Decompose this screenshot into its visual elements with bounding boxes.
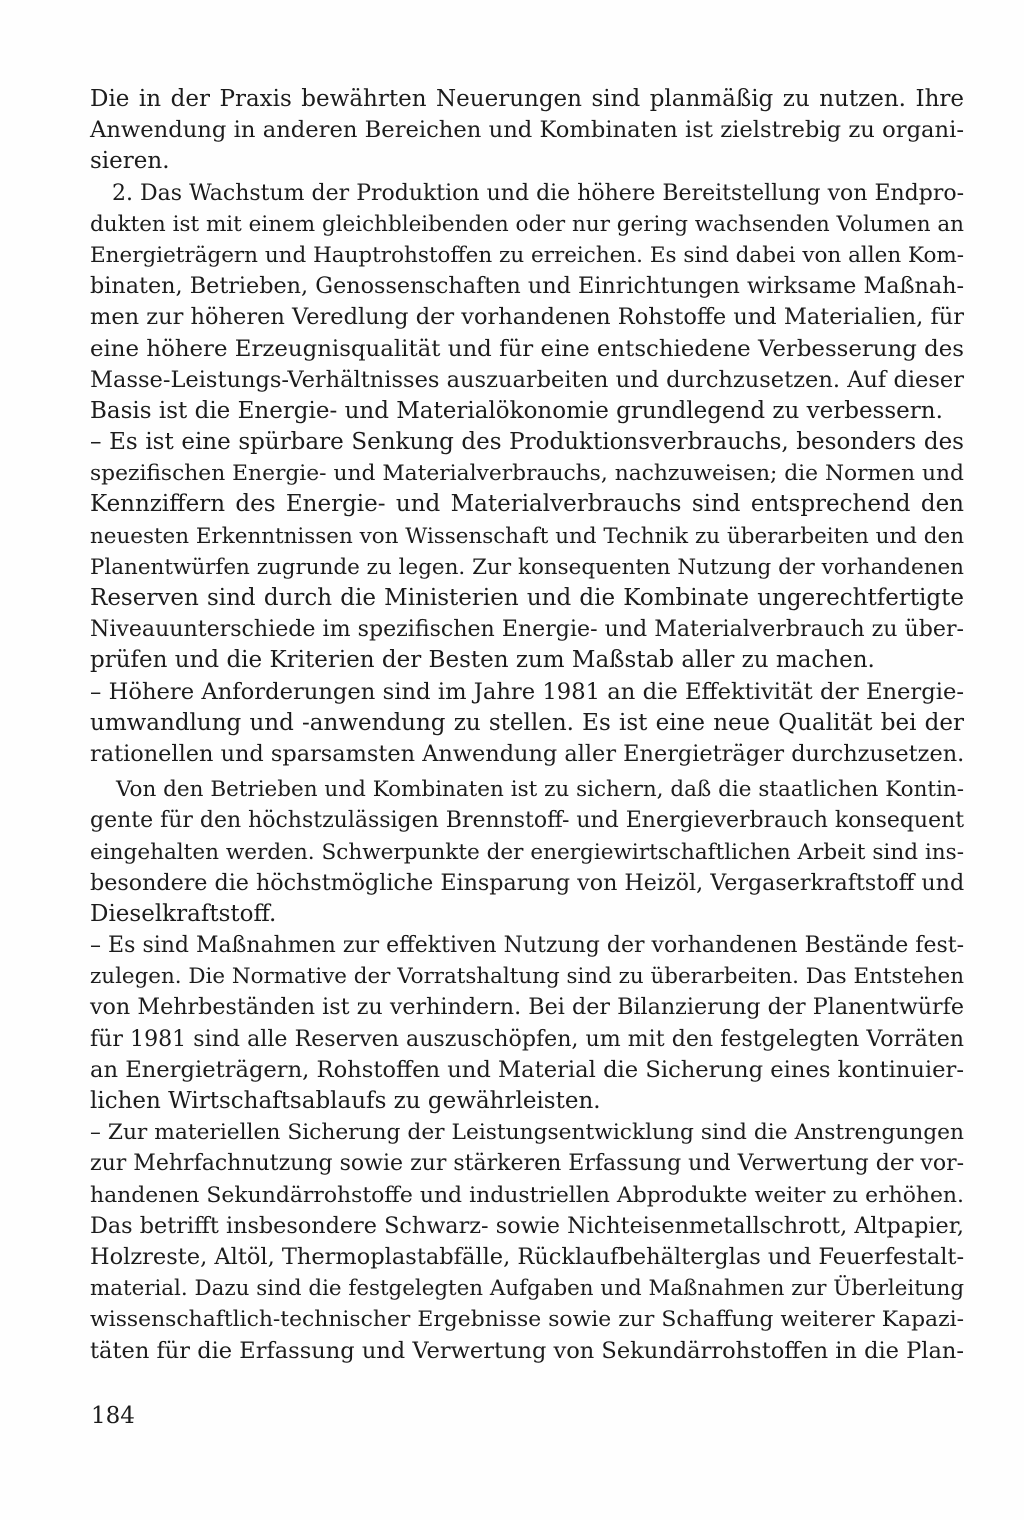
text-line: an Energieträgern, Rohstoffen und Material die Sicherung eines kontinuier- bbox=[90, 1056, 964, 1083]
text-line: 2. Das Wachstum der Produktion und die höhere Bereitstellung von Endpro- bbox=[112, 180, 964, 206]
page-number: 184 bbox=[91, 1403, 135, 1429]
body-text bbox=[90, 84, 964, 1367]
text-line: sieren. bbox=[90, 148, 170, 175]
text-line: Die in der Praxis bewährten Neuerungen sind planmäßig zu nutzen. Ihre bbox=[90, 86, 964, 112]
text-line: neuesten Erkenntnissen von Wissenschaft und Technik zu überarbeiten und den bbox=[90, 523, 964, 549]
text-line: besondere die höchstmögliche Einsparung von Heizöl, Vergaserkraftstoff und bbox=[90, 869, 965, 896]
text-line: – Höhere Anforderungen sind im Jahre 1981 an die Effektivität der Energie- bbox=[90, 678, 964, 705]
text-line: Reserven sind durch die Ministerien und die Kombinate ungerechtfertigte bbox=[90, 585, 964, 611]
text-line: rationellen und sparsamsten Anwendung aller Energieträger durchzusetzen. bbox=[90, 740, 965, 767]
text-line: – Es ist eine spürbare Senkung des Produktionsverbrauchs, besonders des bbox=[90, 429, 964, 456]
text-line: von Mehrbeständen ist zu verhindern. Bei der Bilanzierung der Planentwürfe bbox=[90, 994, 964, 1021]
text-line: Holzreste, Altöl, Thermoplastabfälle, Rücklaufbehälterglas und Feuerfestalt- bbox=[90, 1243, 965, 1270]
text-line: Dieselkraftstoff. bbox=[90, 900, 277, 927]
text-line: Planentwürfen zugrunde zu legen. Zur konsequenten Nutzung der vorhandenen bbox=[90, 554, 964, 580]
text-line: Energieträgern und Hauptrohstoffen zu erreichen. Es sind dabei von allen Kom- bbox=[90, 242, 964, 268]
text-line: dukten ist mit einem gleichbleibenden oder nur gering wachsenden Volumen an bbox=[90, 211, 964, 237]
text-line: Niveauunterschiede im spezifischen Energie- und Materialverbrauch zu über- bbox=[90, 616, 964, 643]
text-line: umwandlung und -anwendung zu stellen. Es ist eine neue Qualität bei der bbox=[90, 709, 964, 736]
text-line: für 1981 sind alle Reserven auszuschöpfen, um mit den festgelegten Vorräten bbox=[90, 1025, 964, 1052]
text-line: zulegen. Die Normative der Vorratshaltung sind zu überarbeiten. Das Entstehen bbox=[90, 964, 964, 990]
text-line: Basis ist die Energie- und Materialökonomie grundlegend zu verbessern. bbox=[90, 397, 943, 424]
text-line: wissenschaftlich-technischer Ergebnisse sowie zur Schaffung weiterer Kapazi- bbox=[90, 1307, 964, 1333]
text-line: – Zur materiellen Sicherung der Leistungsentwicklung sind die Anstrengungen bbox=[90, 1120, 964, 1146]
text-line: täten für die Erfassung und Verwertung von Sekundärrohstoffen in die Plan- bbox=[90, 1337, 964, 1364]
text-line: eingehalten werden. Schwerpunkte der energiewirtschaftlichen Arbeit sind ins- bbox=[90, 839, 964, 865]
text-line: prüfen und die Kriterien der Besten zum Maßstab aller zu machen. bbox=[90, 647, 875, 674]
text-line: handenen Sekundärrohstoffe und industriellen Abprodukte weiter zu erhöhen. bbox=[90, 1182, 964, 1208]
text-line: material. Dazu sind die festgelegten Aufgaben und Maßnahmen zur Überleitung bbox=[90, 1276, 964, 1302]
text-line: Das betrifft insbesondere Schwarz- sowie Nichteisenmetallschrott, Altpapier, bbox=[90, 1212, 964, 1239]
text-line: eine höhere Erzeugnisqualität und für eine entschiedene Verbesserung des bbox=[90, 335, 964, 362]
text-line: gente für den höchstzulässigen Brennstoff- und Energieverbrauch konsequent bbox=[90, 808, 965, 834]
text-line: Von den Betrieben und Kombinaten ist zu sichern, daß die staatlichen Kontin- bbox=[116, 777, 964, 803]
text-line: men zur höheren Veredlung der vorhandenen Rohstoffe und Materialien, für bbox=[90, 304, 964, 331]
text-line: Kennziffern des Energie- und Materialverbrauchs sind entsprechend den bbox=[90, 491, 964, 518]
text-line: Masse-Leistungs-Verhältnisses auszuarbeiten und durchzusetzen. Auf dieser bbox=[90, 366, 964, 393]
text-line: lichen Wirtschaftsablaufs zu gewährleisten. bbox=[90, 1088, 601, 1114]
text-line: binaten, Betrieben, Genossenschaften und Einrichtungen wirksame Maßnah- bbox=[90, 273, 964, 300]
text-line: – Es sind Maßnahmen zur effektiven Nutzung der vorhandenen Bestände fest- bbox=[90, 933, 964, 959]
text-line: zur Mehrfachnutzung sowie zur stärkeren Erfassung und Verwertung der vor- bbox=[90, 1151, 965, 1177]
text-line: Anwendung in anderen Bereichen und Kombinaten ist zielstrebig zu organi- bbox=[90, 117, 964, 144]
text-line: spezifischen Energie- und Materialverbrauchs, nachzuweisen; die Normen und bbox=[90, 461, 964, 487]
